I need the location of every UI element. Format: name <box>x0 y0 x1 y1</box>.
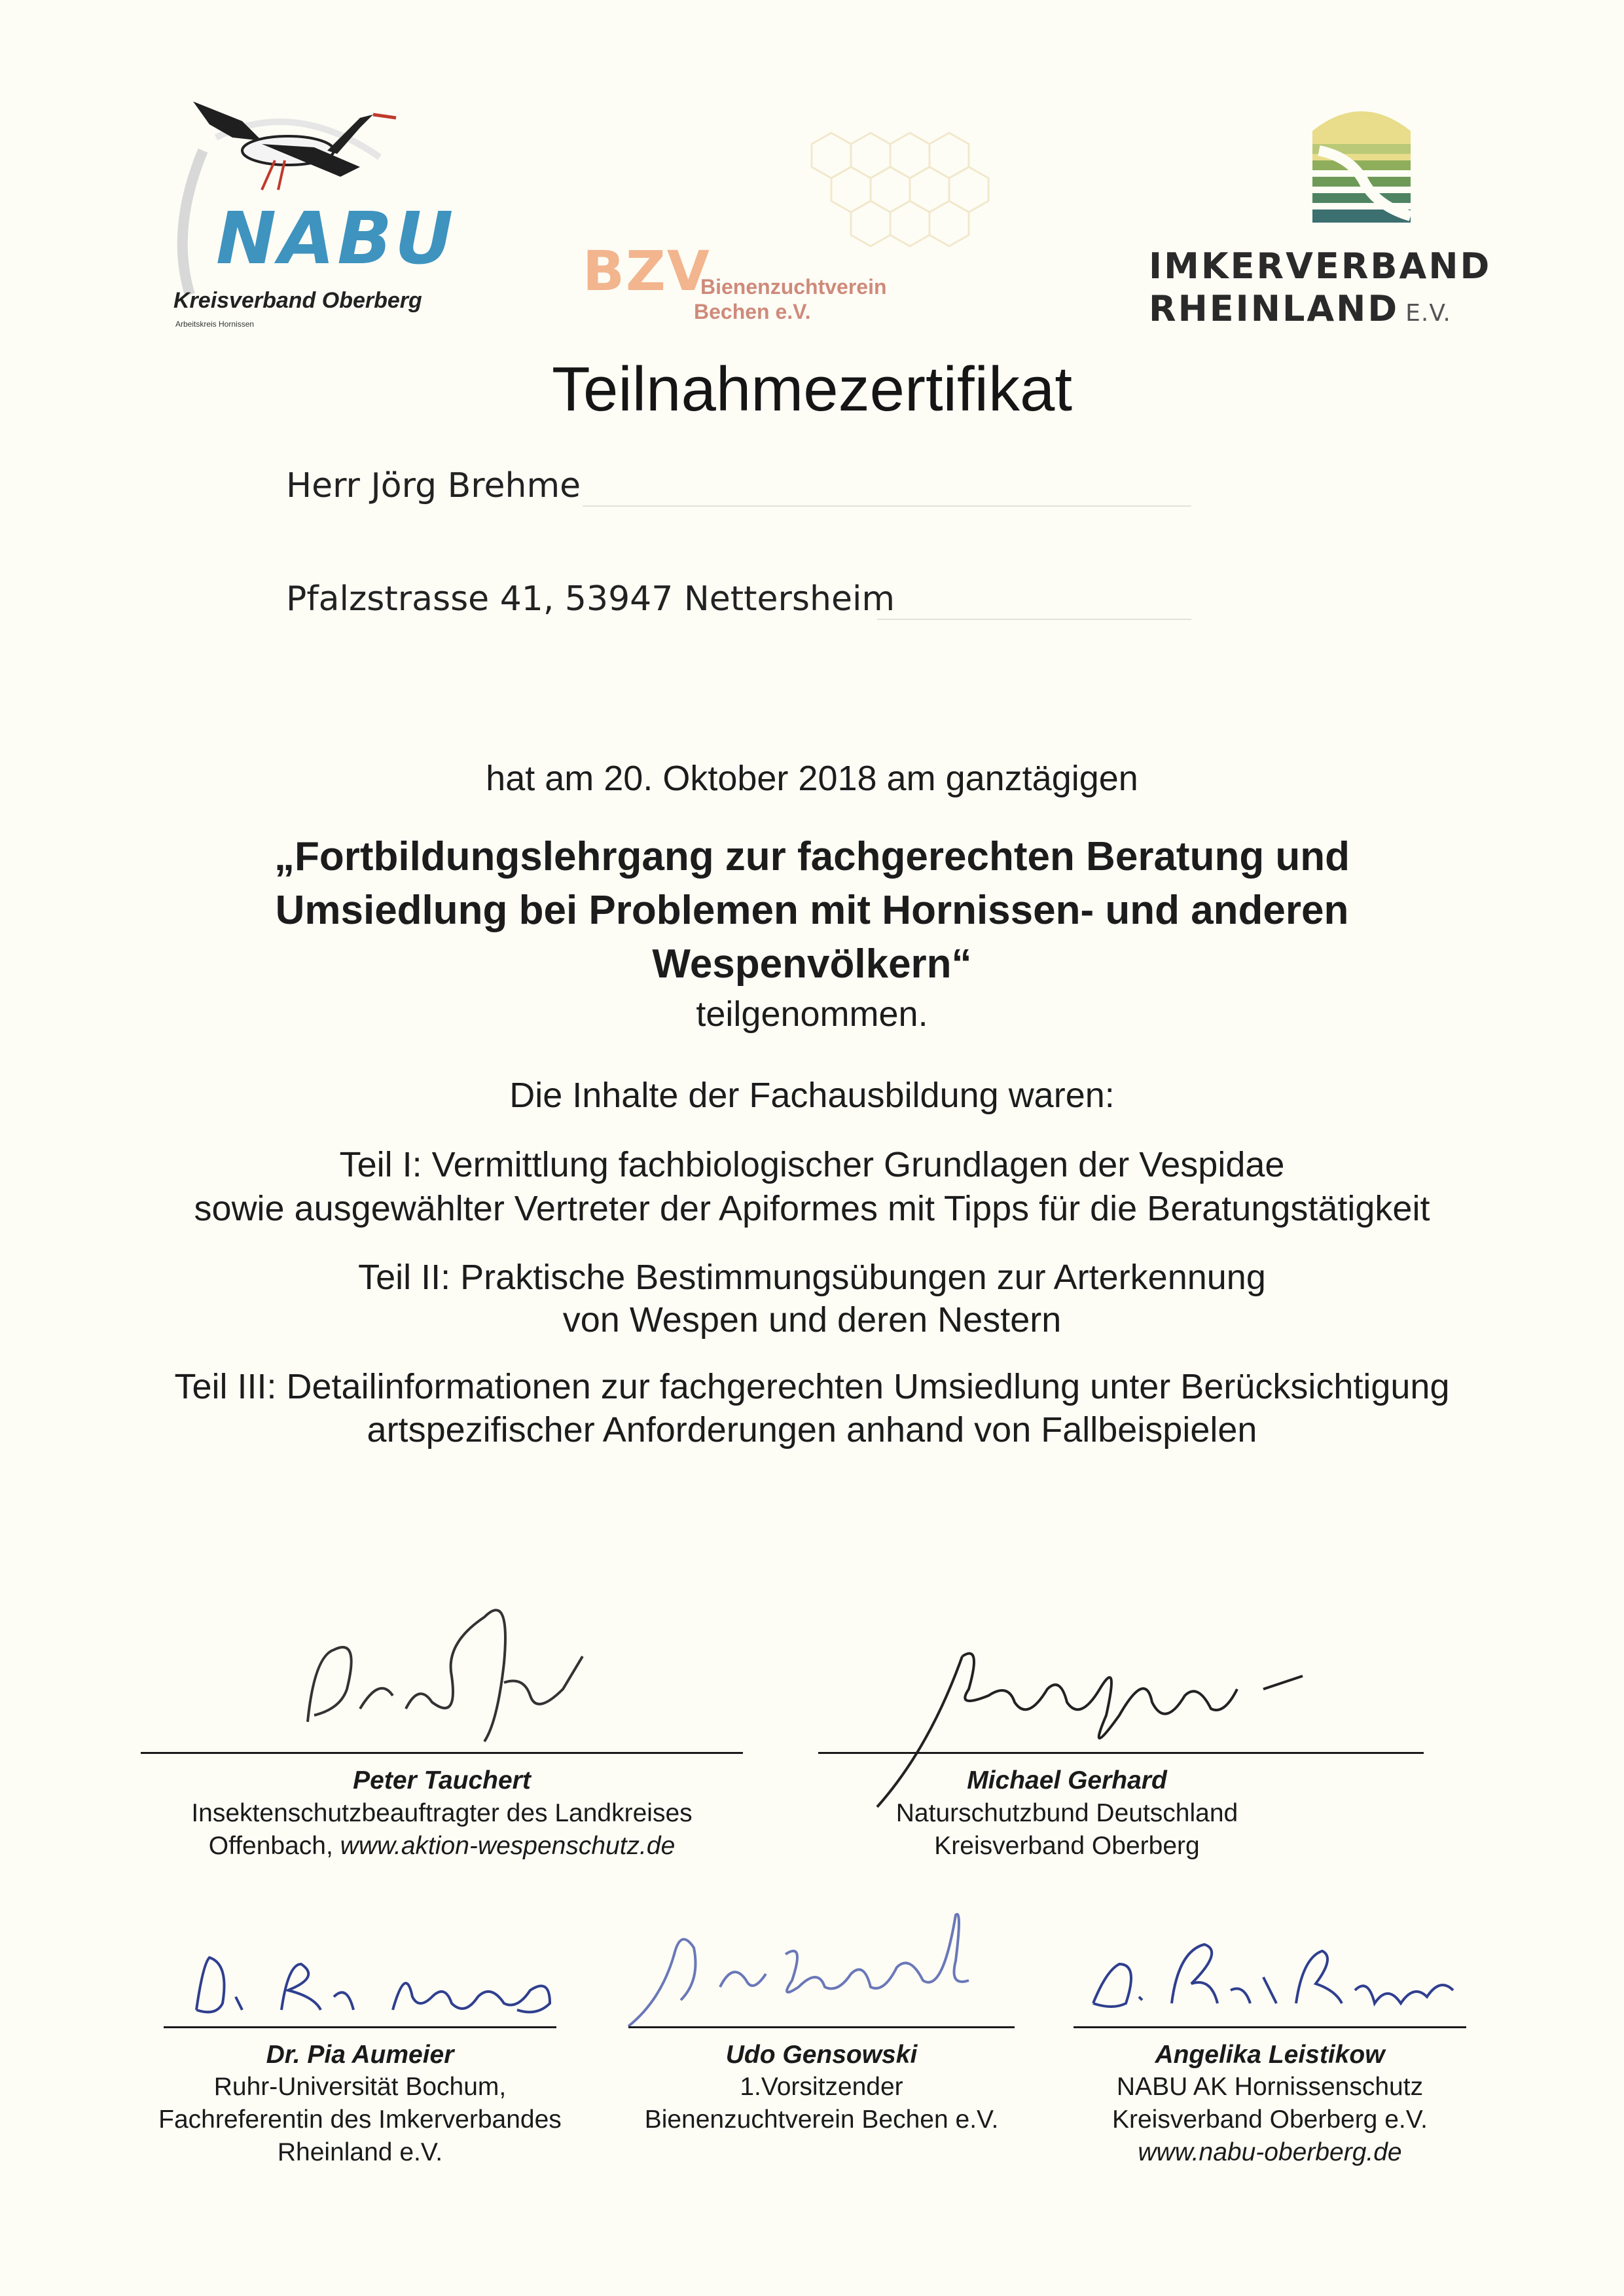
part-1-line-2: sowie ausgewählter Vertreter der Apiformes mit Tipps für die Beratungstätigkeit <box>194 1189 1430 1228</box>
leistikow-url-link[interactable]: www.nabu-oberberg.de <box>1138 2138 1402 2166</box>
bzv-logo-text: BZV <box>583 239 711 303</box>
nabu-subtitle-small: Arbeitskreis Hornissen <box>175 319 255 329</box>
nabu-subtitle: Kreisverband Oberberg <box>173 288 422 313</box>
signature-tauchert-icon <box>288 1578 615 1774</box>
signatory-role-leistikow-line2: Kreisverband Oberberg e.V. <box>1111 2105 1428 2134</box>
signatory-role-gerhard-line1: Naturschutzbund Deutschland <box>895 1799 1238 1827</box>
recipient-name-underline <box>583 505 1191 507</box>
intro-line: hat am 20. Oktober 2018 am ganztägigen <box>486 759 1138 798</box>
signatory-role-tauchert-line1: Insektenschutzbeauftragter des Landkreises <box>191 1799 693 1827</box>
signatory-name-gensowski: Udo Gensowski <box>725 2041 918 2069</box>
imkerverband-suffix: E.V. <box>1405 300 1451 327</box>
tauchert-location: Offenbach, <box>208 1832 340 1860</box>
signature-gensowski-icon <box>622 1902 1028 2033</box>
signatory-role-aumeier-line2: Fachreferentin des Imkerverbandes <box>158 2105 562 2134</box>
signatory-name-gerhard: Michael Gerhard <box>967 1766 1167 1795</box>
signatory-role-gerhard-line2: Kreisverband Oberberg <box>934 1832 1200 1860</box>
nabu-logo-text: NABU <box>216 196 456 280</box>
part-3-line-2: artspezifischer Anforderungen anhand von Fallbeispielen <box>367 1410 1257 1449</box>
signature-line-gerhard <box>818 1752 1424 1754</box>
signatory-role-leistikow-line1: NABU AK Hornissenschutz <box>1116 2073 1424 2101</box>
contents-heading: Die Inhalte der Fachausbildung waren: <box>509 1076 1115 1115</box>
signatory-role-gensowski-line1: 1.Vorsitzender <box>740 2073 903 2101</box>
imkerverband-line2 <box>1149 288 1451 329</box>
course-title-line-3: Wespenvölkern“ <box>652 941 972 987</box>
certificate-title: Teilnahmezertifikat <box>552 354 1072 424</box>
recipient-name: Herr Jörg Brehme <box>286 466 581 505</box>
imkerverband-line1: IMKERVERBAND <box>1149 246 1492 287</box>
course-title-line-2: Umsiedlung bei Problemen mit Hornissen- und anderen <box>275 888 1349 933</box>
participated-text: teilgenommen. <box>696 994 928 1034</box>
signature-line-gensowski <box>628 2026 1015 2028</box>
part-2-line-2: von Wespen und deren Nestern <box>562 1300 1062 1339</box>
part-1-line-1: Teil I: Vermittlung fachbiologischer Grundlagen der Vespidae <box>339 1145 1285 1184</box>
imkerverband-logo-icon <box>1312 105 1411 223</box>
signatory-name-leistikow: Angelika Leistikow <box>1155 2041 1385 2069</box>
part-3-line-1: Teil III: Detailinformationen zur fachgerechten Umsiedlung unter Berücksichtigung <box>174 1367 1450 1406</box>
signatory-name-aumeier: Dr. Pia Aumeier <box>266 2041 454 2069</box>
bzv-subtitle-line1: Bienenzuchtverein <box>700 275 887 299</box>
signatory-role-tauchert-line2 <box>108 1830 776 1863</box>
part-2-line-1: Teil II: Praktische Bestimmungsübungen zur Arterkennung <box>358 1258 1266 1297</box>
signatory-role-aumeier-line1: Ruhr-Universität Bochum, <box>213 2073 507 2101</box>
signature-aumeier-icon <box>183 1938 576 2030</box>
signature-line-leistikow <box>1074 2026 1466 2028</box>
tauchert-url-link[interactable]: www.aktion-wespenschutz.de <box>340 1832 676 1860</box>
signatory-role-gensowski-line2: Bienenzuchtverein Bechen e.V. <box>644 2105 999 2134</box>
signature-line-tauchert <box>141 1752 743 1754</box>
signatory-role-aumeier-line3: Rheinland e.V. <box>277 2138 443 2166</box>
course-title-line-1: „Fortbildungslehrgang zur fachgerechten Beratung und <box>274 834 1350 879</box>
bzv-subtitle-line2: Bechen e.V. <box>694 300 811 323</box>
imkerverband-line2-text: RHEINLAND <box>1149 288 1399 329</box>
recipient-address: Pfalzstrasse 41, 53947 Nettersheim <box>286 579 895 619</box>
signatory-name-tauchert: Peter Tauchert <box>353 1766 531 1795</box>
recipient-address-underline <box>877 619 1191 620</box>
signature-line-aumeier <box>164 2026 556 2028</box>
signature-leistikow-icon <box>1080 1931 1473 2030</box>
